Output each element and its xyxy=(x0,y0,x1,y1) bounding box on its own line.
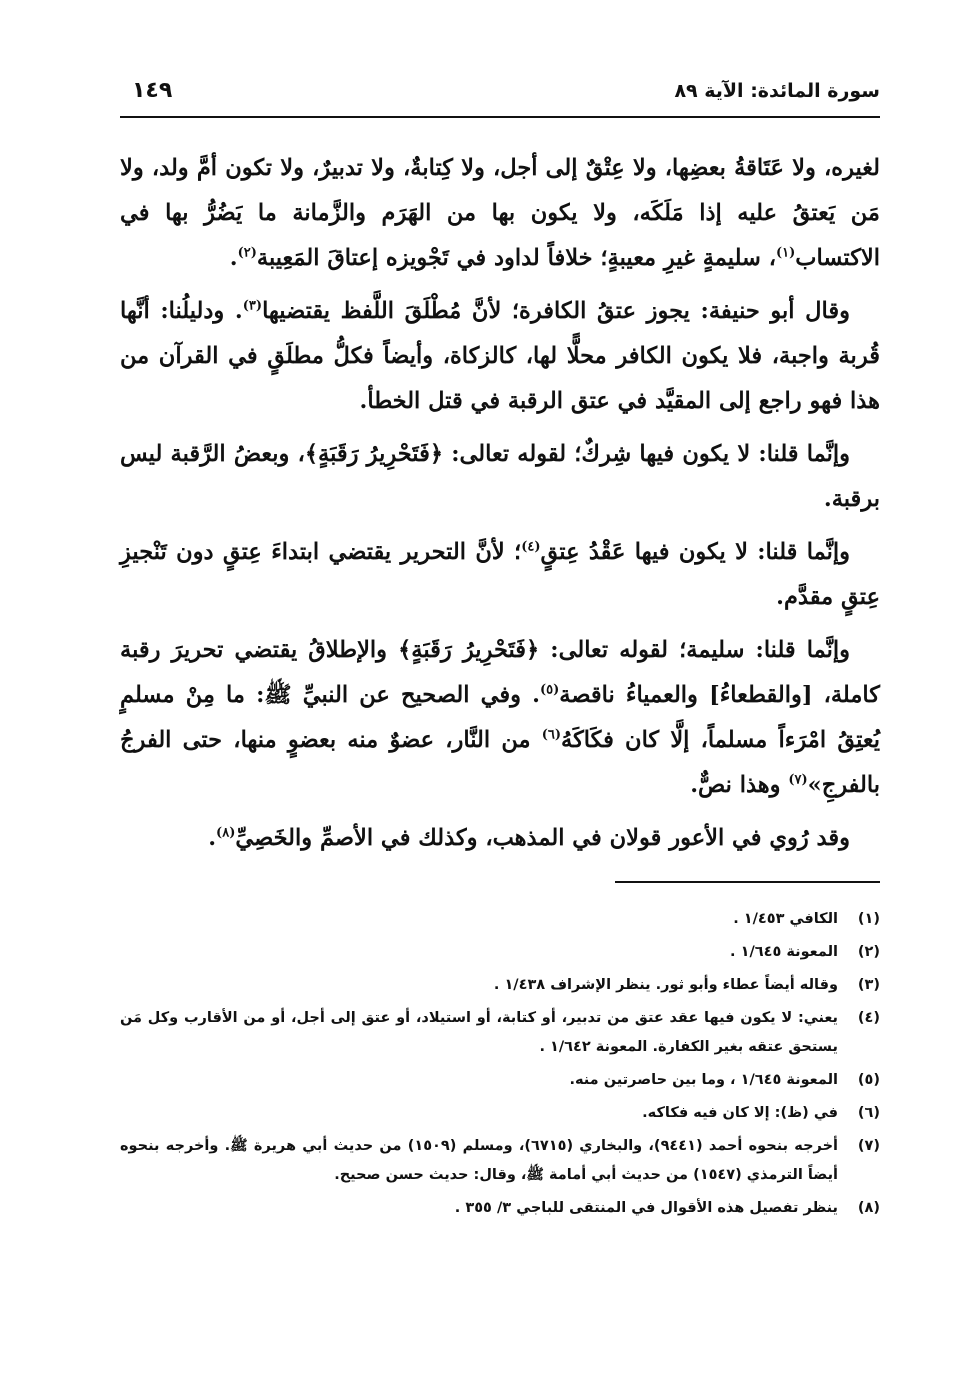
footnote-ref-6: (٦) xyxy=(541,727,562,743)
footnote xyxy=(120,1132,880,1190)
footnote-ref-3: (٣) xyxy=(242,298,263,314)
footnote xyxy=(120,1004,880,1062)
footnote xyxy=(120,1099,880,1128)
footnote-text: وقاله أيضاً عطاء وأبو ثور. ينظر الإشراف ١/٤٣٨ . xyxy=(493,977,838,993)
footnote-text: الكافي ١/٤٥٣ . xyxy=(733,911,838,927)
footnote-number: (١) xyxy=(857,911,880,927)
footnote-ref-2: (٢) xyxy=(237,245,257,261)
paragraph-6-text-1: وقد رُوي في الأعور قولان في المذهب، وكذلك في الأصمِّ والخَصِيِّ xyxy=(235,825,850,851)
footnote xyxy=(120,1194,880,1223)
footnote-number: (٧) xyxy=(857,1138,880,1154)
footnotes xyxy=(120,905,880,1223)
footnote-text: ينظر تفصيل هذه الأقوال في المنتقى للباجي ٣/ ٣٥٥ . xyxy=(454,1200,838,1216)
footnote-ref-5: (٥) xyxy=(539,682,560,698)
footnote-number: (٥) xyxy=(857,1072,880,1088)
footnote-ref-8: (٨) xyxy=(216,825,236,841)
paragraph-4 xyxy=(120,530,880,620)
footnote-number: (٢) xyxy=(857,944,880,960)
footnote-number: (٨) xyxy=(857,1200,880,1216)
main-text xyxy=(120,146,880,861)
paragraph-5-text-3: من النَّار، عضوٌ منه بعضوٍ منها، حتى الفرجُ بالفرجِ» xyxy=(120,727,880,798)
paragraph-1-text-1: لغيره، ولا عَتَاقةُ بعضِها، ولا عِتْقٌ إلى أجل، ولا كِتابةٌ، ولا تدبيرٌ، ولا تكون أمَّ ولد، ولا مَن يَعتقُ عليه إذا مَلَكَه، ولا يكون بها من الهَرَم والزَّمانة ما يَضُرُّ بها في الاكتساب xyxy=(120,155,880,271)
footnote-ref-4: (٤) xyxy=(521,539,541,555)
paragraph-2-text-2: . ودليلُنا: أنَّها قُربة واجبة، فلا يكون الكافر محلًّا لها، كالزكاة، وأيضاً فكلُّ مطلَقٍ في القرآن من هذا فهو راجع إلى المقيَّد في عتق الرقبة في قتل الخطأ. xyxy=(120,298,880,414)
paragraph-5-text-1: وإنَّما قلنا: سليمة؛ لقوله تعالى: ﴿فَتَحْرِيرُ رَقَبَةٍ﴾ والإطلاقُ يقتضي تحريرَ رقبة كاملة، [والقطعاءُ] والعمياءُ ناقصة xyxy=(120,637,880,708)
paragraph-3-text-1: وإنَّما قلنا: لا يكون فيها شِركٌ؛ لقوله تعالى: ﴿فَتَحْرِيرُ رَقَبَةٍ﴾، وبعضُ الرَّقبة ليس برقبة. xyxy=(120,441,880,512)
footnote-number: (٣) xyxy=(857,977,880,993)
paragraph-6 xyxy=(120,816,880,861)
footnote-number: (٦) xyxy=(857,1105,880,1121)
paragraph-4-text-1: وإنَّما قلنا: لا يكون فيها عَقْدُ عِتقٍ xyxy=(540,539,850,565)
footnote xyxy=(120,938,880,967)
book-page xyxy=(120,70,880,1330)
paragraph-5 xyxy=(120,628,880,808)
footnote xyxy=(120,905,880,934)
paragraph-5-text-4: وهذا نصٌّ. xyxy=(690,772,789,798)
paragraph-1 xyxy=(120,146,880,281)
footnote-text: يعني: لا يكون فيها عقد عتق من تدبير، أو كتابة، أو استيلاد، أو عتق إلى أجل، أو من الأقارب وكل مَن يستحق عتقه بغير الكفارة. المعونة ١/٦٤٢ . xyxy=(120,1010,838,1055)
footnote-text: أخرجه بنحوه أحمد (٩٤٤١)، والبخاري (٦٧١٥)، ومسلم (١٥٠٩) من حديث أبي هريرة ﷺ. وأخرجه بنحوه أيضاً الترمذي (١٥٤٧) من حديث أبي أمامة ﷺ، وقال: حديث حسن صحيح. xyxy=(120,1138,838,1183)
chapter-title: سورة المائدة: الآية ٨٩ xyxy=(674,80,880,102)
paragraph-3 xyxy=(120,432,880,522)
page-number: ١٤٩ xyxy=(132,78,173,103)
paragraph-2-text-1: وقال أبو حنيفة: يجوز عتقُ الكافرة؛ لأنَّ مُطْلَقَ اللَّفظ يقتضيها xyxy=(262,298,850,324)
paragraph-1-text-2: ، سليمةٍ غيرِ معيبةٍ؛ خلافاً لداود في تَجْويزه إعتاقَ المَعِيبة xyxy=(256,245,776,271)
footnote-text: المعونة ١/٦٤٥ ، وما بين حاصرتين منه. xyxy=(569,1072,838,1088)
footnote-ref-7: (٧) xyxy=(788,772,808,788)
footnote-separator xyxy=(615,881,880,883)
running-header xyxy=(120,70,880,118)
paragraph-1-text-3: . xyxy=(229,245,238,271)
footnote-text: في (ظ): إلا كان فيه فكاكه. xyxy=(642,1105,838,1121)
footnote xyxy=(120,971,880,1000)
paragraph-6-text-2: . xyxy=(208,825,217,851)
footnote-text: المعونة ١/٦٤٥ . xyxy=(730,944,838,960)
paragraph-4-text-2: ؛ لأنَّ التحرير يقتضي ابتداءَ عِتقٍ دون تَنْجيزِ عِتقٍ مقدَّم. xyxy=(120,539,880,610)
footnote-ref-1: (١) xyxy=(776,245,796,261)
paragraph-5-text-2: . وفي الصحيح عن النبيِّ ﷺ: ما مِنْ مسلمٍ يُعتِقُ امْرَءاً مسلماً، إلَّا كان فكَاكَهُ xyxy=(120,682,880,753)
footnote xyxy=(120,1066,880,1095)
paragraph-2 xyxy=(120,289,880,424)
footnote-number: (٤) xyxy=(857,1010,880,1026)
